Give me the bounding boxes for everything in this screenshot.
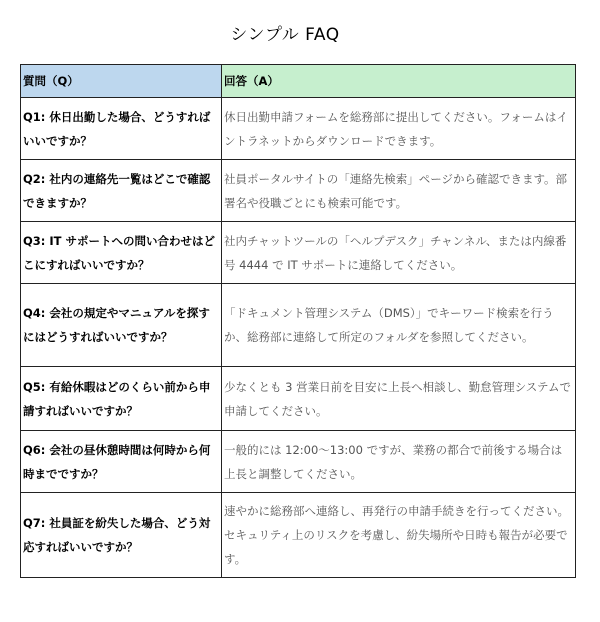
question-cell: Q2: 社内の連絡先一覧はどこで確認できますか？ xyxy=(21,160,222,222)
answer-cell: 社内チャットツールの「ヘルプデスク」チャンネル、または内線番号 4444 で IT サポートに連絡してください。 xyxy=(222,222,576,284)
question-cell: Q7: 社員証を紛失した場合、どう対応すればいいですか？ xyxy=(21,493,222,578)
table-row xyxy=(21,160,576,222)
faq-table xyxy=(20,64,576,578)
answer-column-header: 回答（A） xyxy=(222,65,576,98)
table-header-row xyxy=(21,65,576,98)
question-cell: Q1: 休日出勤した場合、どうすればいいですか？ xyxy=(21,98,222,160)
question-cell: Q4: 会社の規定やマニュアルを探すにはどうすればいいですか？ xyxy=(21,284,222,367)
answer-cell: 社員ポータルサイトの「連絡先検索」ページから確認できます。部署名や役職ごとにも検索可能です。 xyxy=(222,160,576,222)
question-cell: Q3: IT サポートへの問い合わせはどこにすればいいですか？ xyxy=(21,222,222,284)
question-column-header: 質問（Q） xyxy=(21,65,222,98)
question-cell: Q5: 有給休暇はどのくらい前から申請すればいいですか？ xyxy=(21,367,222,431)
page-title: シンプル FAQ xyxy=(230,25,340,45)
table-row xyxy=(21,284,576,367)
answer-cell: 一般的には 12:00～13:00 ですが、業務の都合で前後する場合は上長と調整してください。 xyxy=(222,431,576,493)
answer-cell: 「ドキュメント管理システム（DMS）」でキーワード検索を行うか、総務部に連絡して所定のフォルダを参照してください。 xyxy=(222,284,576,367)
answer-cell: 少なくとも 3 営業日前を目安に上長へ相談し、勤怠管理システムで申請してください。 xyxy=(222,367,576,431)
question-cell: Q6: 会社の昼休憩時間は何時から何時までですか？ xyxy=(21,431,222,493)
answer-cell: 休日出勤申請フォームを総務部に提出してください。フォームはイントラネットからダウンロードできます。 xyxy=(222,98,576,160)
table-row xyxy=(21,98,576,160)
table-row xyxy=(21,222,576,284)
table-row xyxy=(21,431,576,493)
table-row xyxy=(21,367,576,431)
answer-cell: 速やかに総務部へ連絡し、再発行の申請手続きを行ってください。セキュリティ上のリスクを考慮し、紛失場所や日時も報告が必要です。 xyxy=(222,493,576,578)
table-row xyxy=(21,493,576,578)
